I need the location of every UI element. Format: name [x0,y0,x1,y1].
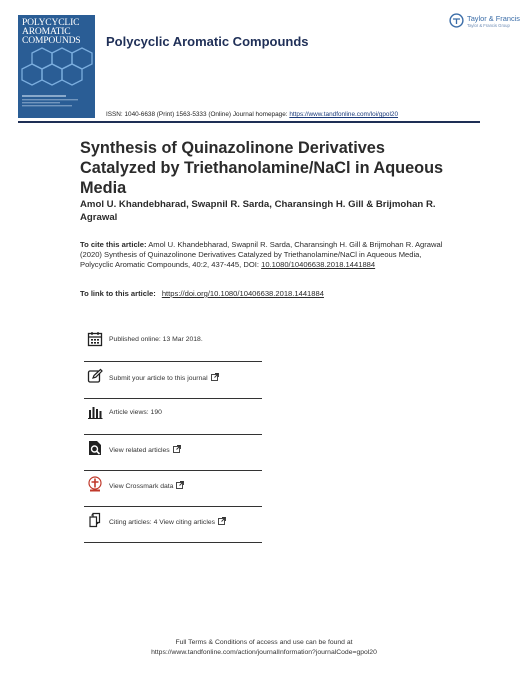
journal-cover-image [18,15,95,118]
journal-homepage-link[interactable]: https://www.tandfonline.com/loi/gpol20 [289,111,399,118]
published-online-text: Published online: 13 Mar 2018. [109,336,203,343]
article-views-row [84,398,262,435]
cover-title-line: COMPOUNDS [22,35,81,47]
crossmark-icon [87,476,103,492]
article-authors: Amol U. Khandebharad, Swapnil R. Sarda, Charansingh H. Gill & Brijmohan R. Agrawal [80,199,436,223]
publisher-name: Taylor & Francis [467,14,520,23]
footer-terms-link[interactable]: https://www.tandfonline.com/action/journalInformation?journalCode=gpol20 [151,649,377,657]
submit-article-link[interactable] [109,373,219,382]
related-articles-label: View related articles [109,447,170,454]
submit-article-row[interactable] [84,362,262,399]
issn-text: ISSN: 1040-6638 (Print) 1563-5333 (Online) Journal homepage: [106,111,290,118]
cover-title [22,18,92,46]
crossmark-row[interactable] [84,470,262,507]
citation-doi-link[interactable]: 10.1080/10406638.2018.1441884 [261,259,376,269]
cover-title-line: POLYCYCLIC [22,17,80,28]
related-articles-link[interactable] [109,445,181,454]
taylor-francis-logo-icon [449,13,464,28]
link-block [80,289,324,298]
citing-articles-row[interactable] [84,506,262,543]
article-doi-link[interactable]: https://doi.org/10.1080/10406638.2018.1441884 [161,289,324,298]
bar-chart-icon [87,404,103,420]
submit-article-label: Submit your article to this journal [109,375,208,382]
citing-articles-label: Citing articles: 4 View citing articles [109,519,216,526]
published-online-row [84,325,262,362]
issn-line [106,111,398,118]
citing-icon [87,512,103,528]
calendar-icon [87,331,103,347]
citation-text: Amol U. Khandebharad, Swapnil R. Sarda, Charansingh H. Gill & Brijmohan R. Agrawal (2020) Synthesis of Quinazolinone Derivatives Catalyzed by Triethanolamine/NaCl in Aqueous Media, Polycyclic Aromatic Compounds, 40:2, 437-445, DOI: [80,240,443,269]
footer [0,638,528,659]
publisher-logo [449,13,520,33]
cover-title-line: AROMATIC [22,26,71,38]
external-link-icon [176,481,184,489]
related-search-icon [87,440,103,456]
crossmark-label: View Crossmark data [109,483,174,490]
link-label: To link to this article: [80,289,156,298]
citation-label: To cite this article: [80,240,147,249]
header-divider [18,121,480,123]
external-link-icon [173,445,181,453]
article-title: Synthesis of Quinazolinone Derivatives Catalyzed by Triethanolamine/NaCl in Aqueous Media [80,139,444,197]
external-link-icon [218,517,226,525]
publisher-subtitle: Taylor & Francis Group [467,23,510,28]
external-link-icon [211,373,219,381]
related-articles-row[interactable] [84,434,262,471]
citing-articles-link[interactable] [109,517,226,526]
footer-terms-text: Full Terms & Conditions of access and use can be found at [175,639,353,646]
journal-name[interactable]: Polycyclic Aromatic Compounds [106,34,309,49]
edit-icon [87,368,103,384]
crossmark-link[interactable] [109,481,184,490]
article-views-text: Article views: 190 [109,409,162,416]
citation-block [80,240,445,269]
